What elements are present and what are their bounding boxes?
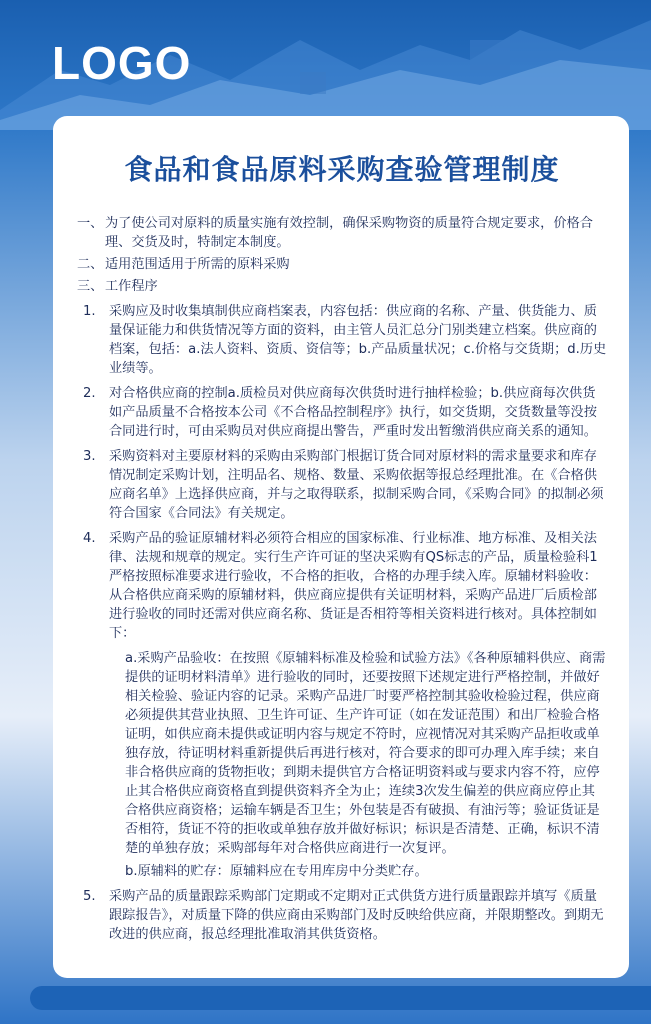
page-title: 食品和食品原料采购查验管理制度 [124,153,560,186]
section-3: 三、 工作程序 [77,279,158,294]
procedure-item-5: 5. 采购产品的质量跟踪采购部门定期或不定期对正式供货方进行质量跟踪并填写《质量跟踪报告》，对质量下降的供应商由采购部门及时反映给供应商，并限期整改。到期无改进的供应商，报总经理批准取消其供货资格。 [83,889,604,942]
content-panel [53,116,629,978]
procedure-item-3: 3. 采购资料对主要原材料的采购由采购部门根据订货合同对原材料的需求量要求和库存情况制定采购计划，注明品名、规格、数量、采购依据等报总经理批准。在《合格供应商名单》上选择供应商，并与之取得联系，拟制采购合同，《采购合同》的拟制必须符合国家《合同法》有关规定。 [83,449,604,521]
sub-item-b: b.原辅料的贮存：原辅料应在专用库房中分类贮存。 [125,864,428,879]
sub-items [125,649,607,881]
procedure-item-2: 2. 对合格供应商的控制a.质检员对供应商每次供货时进行抽样检验；b.供应商每次供货如产品质量不合格按本公司《不合格品控制程序》执行，如交货期，交货数量等没按合同进行时，可由采购员对供应商提出警告，严重时发出暂缴消供应商关系的通知。 [83,386,597,439]
sub-item-a: a.采购产品验收：在按照《原辅料标准及检验和试验方法》《各种原辅料供应、商需提供的证明材料清单》进行验收的同时，还要按照下述规定进行严格控制，并做好相关检验、验证内容的记录。采购产品进厂时要严格控制其验收检验过程，供应商必须提供其营业执照、卫生许可证、生产许可证（如在发证范围）和出厂检验合格证明，如供应商未提供或证明内容与规定不符时，应视情况对其采购产品拒收或单独存放，待证明材料重新提供后再进行核对，符合要求的即可办理入库手续；来自非合格供应商的货物拒收；到期未提供官方合格证明资料或与要求内容不符，应停止其合格供应商资格直到提供资料齐全为止；连续3次发生偏差的供应商应停止其合格供应商资格；运输车辆是否卫生；外包装是否有破损、有油污等；验证货证是否相符，货证不符的拒收或单独存放并做好标识；标识是否清楚、正确，标识不清楚的单独存放；采购部每年对合格供应商进行一次复评。 [125,651,606,856]
procedure-item-4: 4. 采购产品的验证原辅材料必须符合相应的国家标准、行业标准、地方标准、及相关法律、法规和规章的规定。实行生产许可证的坚决采购有QS标志的产品，质量检验科1严格按照标准要求进行验收，不合格的拒收，合格的办理手续入库。原辅材料验收：从合格供应商采购的原辅材料，供应商应提供有关证明材料，采购产品进厂后质检部进行验收的同时还需对供应商名称、货证是否相符等相关资料进行核对。具体控制如下： [83,531,598,641]
procedure-item-1: 1. 采购应及时收集填制供应商档案表，内容包括：供应商的名称、产量、供货能力、质量保证能力和供货情况等方面的资料，由主管人员汇总分门别类建立档案。供应商的档案，包括：a.法人资料、资质、资信等；b.产品质量状况；c.价格与交货期；d.历史业绩等。 [83,304,607,376]
logo: LOGO [52,37,192,89]
bottom-bar [30,986,651,1010]
document-body [77,214,607,944]
section-1: 一、 为了使公司对原料的质量实施有效控制，确保采购物资的质量符合规定要求，价格合理、交货及时，特制定本制度。 [77,216,593,250]
section-2: 二、 适用范围适用于所需的原料采购 [77,257,290,272]
